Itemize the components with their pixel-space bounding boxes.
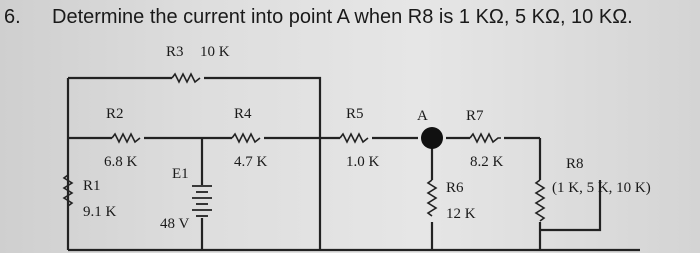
node-a-label: A <box>417 108 428 124</box>
r1-resistor <box>64 175 72 206</box>
r4-resistor <box>232 134 260 142</box>
r3-value: 10 K <box>200 44 230 60</box>
r3-resistor <box>172 74 200 82</box>
r7-name: R7 <box>466 108 484 124</box>
r6-value: 12 K <box>446 206 476 222</box>
r3-name: R3 <box>166 44 184 60</box>
r5-value: 1.0 K <box>346 154 380 170</box>
r2-name: R2 <box>106 106 124 122</box>
question-number: 6. <box>4 6 21 28</box>
r2-resistor <box>112 134 140 142</box>
r1-value: 9.1 K <box>83 204 117 220</box>
r4-value: 4.7 K <box>234 154 268 170</box>
node-a-dot <box>421 127 443 149</box>
e1-value: 48 V <box>160 216 190 232</box>
r5-resistor <box>340 134 368 142</box>
r7-resistor <box>470 134 501 142</box>
r7-value: 8.2 K <box>470 154 504 170</box>
r6-resistor <box>428 180 436 216</box>
r5-name: R5 <box>346 106 364 122</box>
r8-resistor <box>536 180 544 221</box>
r1-name: R1 <box>83 178 101 194</box>
question-text: Determine the current into point A when R8 is 1 KΩ, 5 KΩ, 10 KΩ. <box>52 6 633 28</box>
r6-name: R6 <box>446 180 464 196</box>
e1-battery-symbol <box>192 186 212 216</box>
r8-name: R8 <box>566 156 584 172</box>
e1-name: E1 <box>172 166 189 182</box>
r8-value: (1 K, 5 K, 10 K) <box>552 180 651 196</box>
r2-value: 6.8 K <box>104 154 138 170</box>
r4-name: R4 <box>234 106 252 122</box>
